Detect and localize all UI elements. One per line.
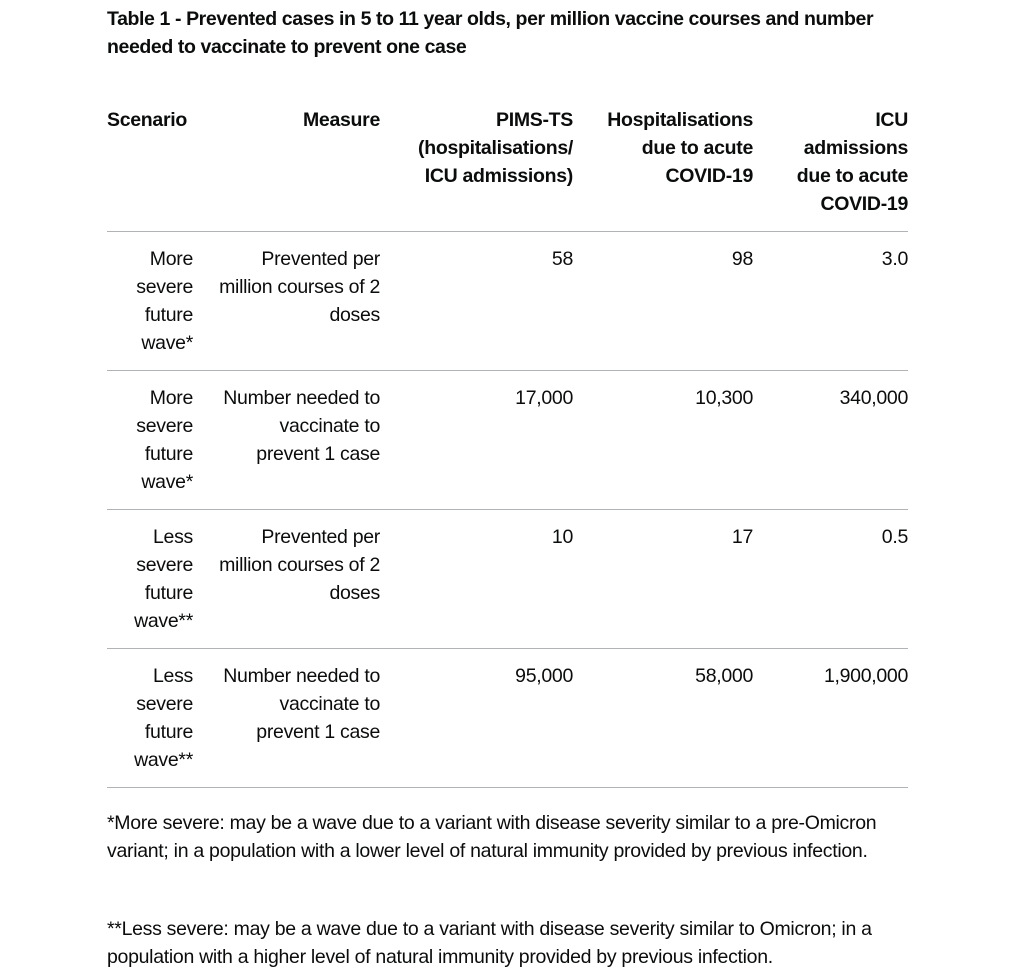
cell-scenario: More severe future wave* — [107, 232, 193, 371]
cell-icu-admissions: 3.0 — [753, 232, 908, 371]
header-scenario: Scenario — [107, 106, 193, 232]
table-row — [107, 510, 908, 649]
cell-hospitalisations: 17 — [573, 510, 753, 649]
cell-scenario: Less severe future wave** — [107, 510, 193, 649]
header-measure: Measure — [193, 106, 380, 232]
table-row — [107, 649, 908, 788]
cell-hospitalisations: 10,300 — [573, 371, 753, 510]
cell-scenario: More severe future wave* — [107, 371, 193, 510]
cell-measure: Prevented per million courses of 2 doses — [193, 232, 380, 371]
cell-pims-ts: 95,000 — [380, 649, 573, 788]
footnote-more-severe: *More severe: may be a wave due to a variant with disease severity similar to a pre-Omicron variant; in a population with a lower level of natural immunity provided by previous infection. — [107, 812, 877, 862]
cell-measure: Number needed to vaccinate to prevent 1 case — [193, 371, 380, 510]
header-hospitalisations: Hospitalisations due to acute COVID-19 — [573, 106, 753, 232]
cell-measure: Prevented per million courses of 2 doses — [193, 510, 380, 649]
cell-measure: Number needed to vaccinate to prevent 1 case — [193, 649, 380, 788]
cell-hospitalisations: 58,000 — [573, 649, 753, 788]
cell-scenario: Less severe future wave** — [107, 649, 193, 788]
table-header-row — [107, 106, 908, 232]
cell-icu-admissions: 1,900,000 — [753, 649, 908, 788]
cell-icu-admissions: 340,000 — [753, 371, 908, 510]
footnote-less-severe: **Less severe: may be a wave due to a variant with disease severity similar to Omicron; in a population with a higher level of natural immunity provided by previous infection. — [107, 918, 872, 968]
table-row — [107, 232, 908, 371]
table-title: Table 1 - Prevented cases in 5 to 11 year olds, per million vaccine courses and number needed to vaccinate to prevent one case — [107, 8, 874, 58]
prevented-cases-table — [107, 106, 908, 788]
cell-hospitalisations: 98 — [573, 232, 753, 371]
header-icu-admissions: ICU admissions due to acute COVID-19 — [753, 106, 908, 232]
cell-pims-ts: 17,000 — [380, 371, 573, 510]
cell-pims-ts: 10 — [380, 510, 573, 649]
table-row — [107, 371, 908, 510]
cell-pims-ts: 58 — [380, 232, 573, 371]
header-pims-ts: PIMS-TS (hospitalisations/ ICU admissions) — [380, 106, 573, 232]
cell-icu-admissions: 0.5 — [753, 510, 908, 649]
